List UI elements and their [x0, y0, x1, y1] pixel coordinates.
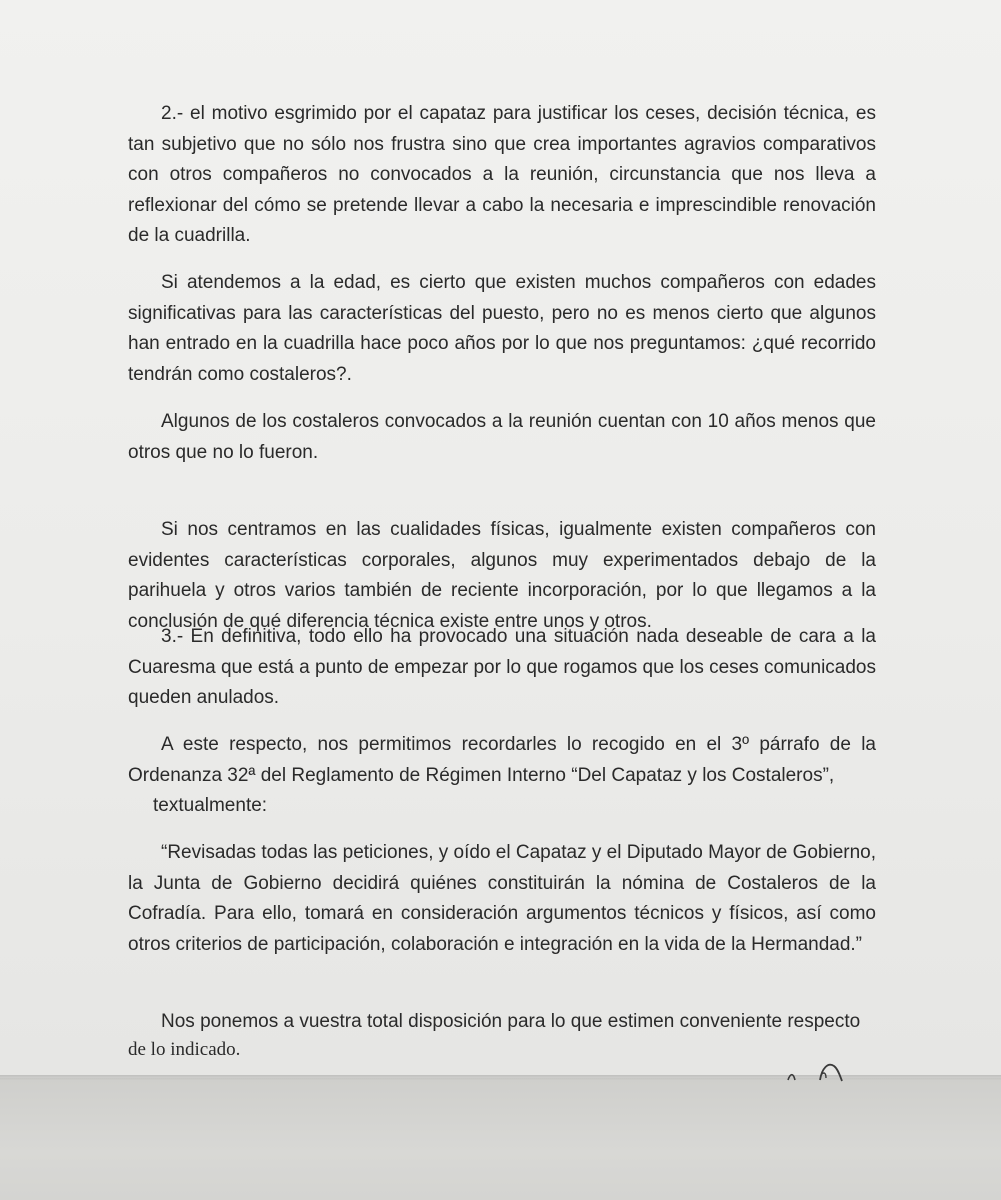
paragraph-regulation-reference: A este respecto, nos permitimos recordarles lo recogido en el 3º párrafo de la Ordenanza 32ª del Reglamento de Régimen Interno “Del Capataz y los Costaleros”,: [128, 734, 876, 786]
quoted-regulation-text: “Revisadas todas las peticiones, y oído el Capataz y el Diputado Mayor de Gobierno, la Junta de Gobierno decidirá quiénes constituirán la nómina de Costaleros de la Cofradía. Para ello, tomará en consideración argumentos técnicos y físicos, así como otros criterios de participación, colaboración e integración en la vida de la Hermandad.”: [128, 842, 877, 955]
paragraph-ten-years: Algunos de los costaleros convocados a la reunión cuentan con 10 años menos que otros que no lo fueron.: [128, 411, 876, 463]
handwriting-mark: [784, 1056, 864, 1084]
background-surface: [0, 1080, 1001, 1200]
paragraph-age: Si atendemos a la edad, es cierto que existen muchos compañeros con edades significativas para las características del puesto, pero no es menos cierto que algunos han entrado en la cuadrilla hace poco años por lo que nos preguntamos: ¿qué recorrido tendrán como costaleros?.: [128, 272, 876, 385]
paragraph-physical-qualities: Si nos centramos en las cualidades físicas, igualmente existen compañeros con evidentes características corporales, algunos muy experimentados debajo de la parihuela y otros varios también de reciente incorporación, por lo que llegamos a la conclusión de qué diferencia técnica existe entre unos y otros.: [128, 519, 876, 632]
closing-paragraph: Nos ponemos a vuestra total disposición para lo que estimen conveniente respecto: [161, 1011, 861, 1032]
paragraph-point-2: 2.- el motivo esgrimido por el capataz para justificar los ceses, decisión técnica, es tan subjetivo que no sólo nos frustra sino que crea importantes agravios comparativos con otros compañeros no convocados a la reunión, circunstancia que nos lleva a reflexionar del cómo se pretende llevar a cabo la necesaria e imprescindible renovación de la cuadrilla.: [128, 103, 876, 247]
paragraph-point-3: 3.- En definitiva, todo ello ha provocado una situación nada deseable de cara a la Cuaresma que está a punto de empezar por lo que rogamos que los ceses comunicados queden anulados.: [128, 626, 876, 709]
textualmente-line: textualmente:: [153, 795, 268, 816]
closing-paragraph-end: de lo indicado.: [128, 1039, 241, 1060]
